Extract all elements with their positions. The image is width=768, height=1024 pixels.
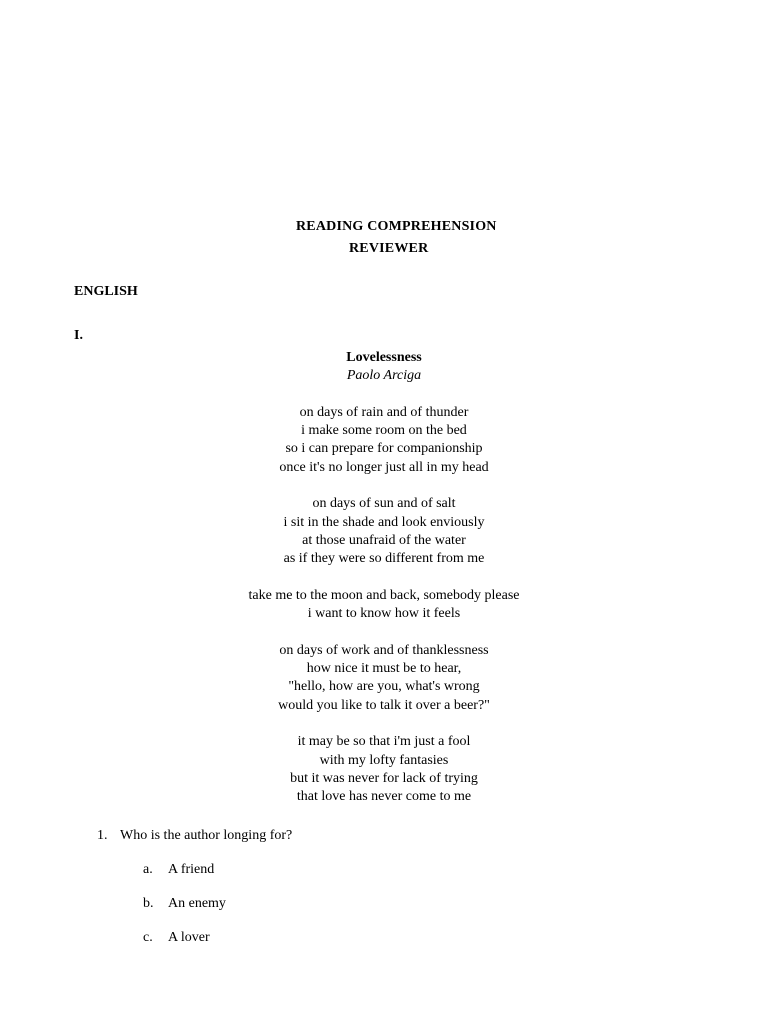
poem <box>184 349 584 806</box>
poem-line: that love has never come to me <box>296 789 472 805</box>
document-title-line-2: REVIEWER <box>349 241 429 256</box>
choice-letter: b. <box>143 896 154 911</box>
document-title-line-1: READING COMPREHENSION <box>296 219 497 234</box>
choice-text: A friend <box>168 862 215 877</box>
poem-stanza-2 <box>184 495 584 568</box>
poem-line: "hello, how are you, what's wrong <box>288 679 480 695</box>
poem-author: Paolo Arciga <box>346 368 422 384</box>
poem-line: on days of work and of thanklessness <box>279 642 489 658</box>
answer-choice-c <box>143 930 210 946</box>
poem-stanza-1 <box>184 404 584 477</box>
choice-text: An enemy <box>168 896 226 911</box>
poem-line: once it's no longer just all in my head <box>279 459 489 475</box>
poem-line: would you like to talk it over a beer?" <box>278 697 490 713</box>
choice-letter: a. <box>143 862 153 877</box>
question-number: 1. <box>97 828 108 843</box>
answer-choice-b <box>143 896 226 912</box>
section-number: I. <box>74 328 83 343</box>
poem-line: on days of rain and of thunder <box>299 404 469 420</box>
choice-text: A lover <box>168 930 210 945</box>
poem-line: how nice it must be to hear, <box>306 661 462 677</box>
poem-line: but it was never for lack of trying <box>290 770 478 786</box>
poem-line: i make some room on the bed <box>301 423 467 439</box>
answer-choice-a <box>143 862 214 878</box>
poem-line: it may be so that i'm just a fool <box>297 734 471 750</box>
poem-line: on days of sun and of salt <box>312 496 456 512</box>
subject-heading: ENGLISH <box>74 284 138 299</box>
question-1 <box>97 828 292 844</box>
poem-stanza-4 <box>184 642 584 715</box>
poem-stanza-5 <box>184 733 584 806</box>
poem-line: as if they were so different from me <box>283 551 485 567</box>
poem-line: at those unafraid of the water <box>302 532 466 548</box>
choice-letter: c. <box>143 930 153 945</box>
poem-stanza-3 <box>184 587 584 624</box>
poem-line: so i can prepare for companionship <box>285 441 483 457</box>
poem-line: i sit in the shade and look enviously <box>283 514 485 530</box>
poem-line: take me to the moon and back, somebody please <box>248 587 520 603</box>
poem-title: Lovelessness <box>346 350 422 365</box>
poem-line: with my lofty fantasies <box>319 752 449 768</box>
question-text: Who is the author longing for? <box>120 828 293 843</box>
poem-line: i want to know how it feels <box>307 606 461 622</box>
